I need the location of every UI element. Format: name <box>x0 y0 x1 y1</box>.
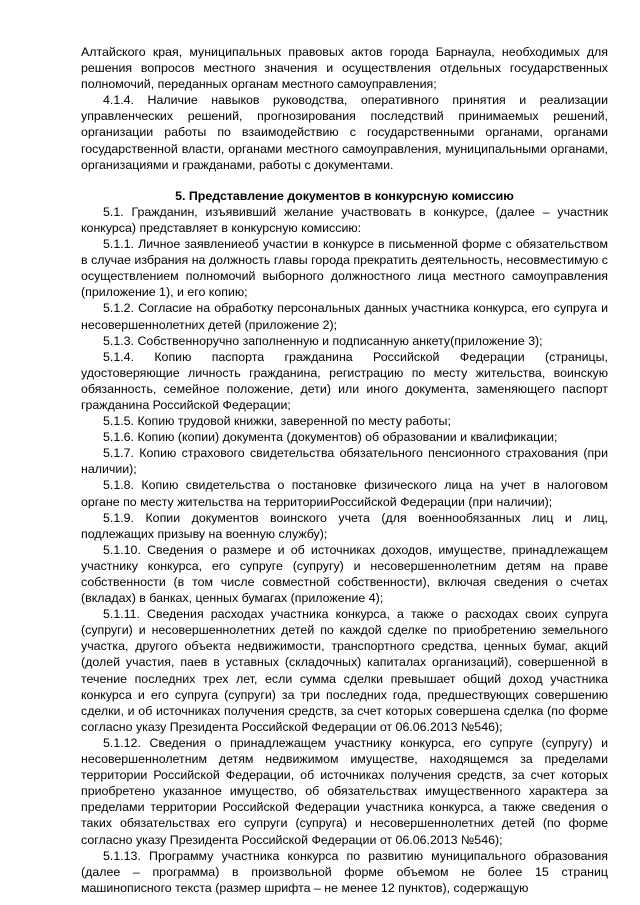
paragraph-5-1-4: 5.1.4. Копию паспорта гражданина Российской Федерации (страницы, удостоверяющие личность гражданина, регистрацию по месту жительства, воинскую обязанность, семейное положение, дети) или иного документа, заменяющего паспорт гражданина Российской Федерации; <box>81 349 608 412</box>
paragraph-5-1-6: 5.1.6. Копию (копии) документа (документов) об образовании и квалификации; <box>103 430 558 445</box>
paragraph-5-1-7: 5.1.7. Копию страхового свидетельства обязательного пенсионного страхования (при наличии); <box>81 446 608 477</box>
paragraph-4-1-4: 4.1.4. Наличие навыков руководства, оперативного принятия и реализации управленческих решений, прогнозирования последствий принимаемых решений, организации работы по взаимодействию с государственными органами, органами государственной власти, органами местного самоуправления, муниципальными органами, организациями и гражданами, работы с документами. <box>81 93 608 172</box>
paragraph-5-1-2: 5.1.2. Согласие на обработку персональных данных участника конкурса, его супруга и несовершеннолетних детей (приложение 2); <box>81 301 608 332</box>
paragraph-5-1-3: 5.1.3. Собственноручно заполненную и подписанную анкету(приложение 3); <box>103 333 543 348</box>
paragraph-5-1-9: 5.1.9. Копии документов воинского учета (для военнообязанных лиц и лиц, подлежащих призыву на военную службу); <box>81 510 608 541</box>
paragraph-5-1-8: 5.1.8. Копию свидетельства о постановке физического лица на учет в налоговом органе по месту жительства на территорииРоссийской Федерации (при наличии); <box>81 478 608 509</box>
paragraph-5-1-10: 5.1.10. Сведения о размере и об источниках доходов, имуществе, принадлежащем участнику конкурса, его супруге (супругу) и несовершеннолетним детям на праве собственности (в том числе совместной собственности), включая сведения о счетах (вкладах) в банках, ценных бумагах (приложение 4); <box>81 542 608 606</box>
paragraph-5-1: 5.1. Гражданин, изъявивший желание участвовать в конкурсе, (далее – участник конкурса) представляет в конкурсную комиссию: <box>81 204 608 235</box>
paragraph-5-1-13: 5.1.13. Программу участника конкурса по развитию муниципального образования (далее – программа) в произвольной форме объемом не более 15 страниц машинописного текста (размер шрифта – не менее 12 пунктов), содержащую <box>81 848 608 895</box>
section-heading: 5. Представление документов в конкурсную комиссию <box>175 188 514 203</box>
paragraph-5-1-12: 5.1.12. Сведения о принадлежащем участнику конкурса, его супруге (супругу) и несовершеннолетним детям недвижимом имуществе, находящемся за пределами территории Российской Федерации, об источниках получения средств, за счет которых приобретено указанное имущество, об обязательствах имущественного характера за пределами территории Российской Федерации участника конкурса, а также сведения о таких обязательствах его супруги (супруга) и несовершеннолетних детей (по форме согласно указу Президента Российской Федерации от 06.06.2013 №546); <box>81 735 608 847</box>
paragraph-5-1-1: 5.1.1. Личное заявлениеоб участии в конкурсе в письменной форме с обязательством в случае избрания на должность главы города прекратить деятельность, несовместимую с осуществлением полномочий выборного должностного лица местного самоуправления (приложение 1), и его копию; <box>81 237 608 300</box>
paragraph-intro-continuation: Алтайского края, муниципальных правовых актов города Барнаула, необходимых для решения вопросов местного значения и осуществления отдельных государственных полномочий, переданных органам местного самоуправления; <box>81 45 608 92</box>
paragraph-5-1-5: 5.1.5. Копию трудовой книжки, заверенной по месту работы; <box>103 414 451 429</box>
document-page <box>81 44 608 896</box>
paragraph-5-1-11: 5.1.11. Сведения расходах участника конкурса, а также о расходах своих супруга (супруги) и несовершеннолетних детей по каждой сделке по приобретению земельного участка, другого объекта недвижимости, транспортного средства, ценных бумаг, акций (долей участия, паев в уставных (складочных) капиталах организаций), совершенной в течение последних трех лет, если сумма сделки превышает общий доход участника конкурса и его супруга (супруги) за три последних года, предшествующих совершению сделки, и об источниках получения средств, за счет которых совершена сделка (по форме согласно указу Президента Российской Федерации от 06.06.2013 №546); <box>81 607 608 734</box>
